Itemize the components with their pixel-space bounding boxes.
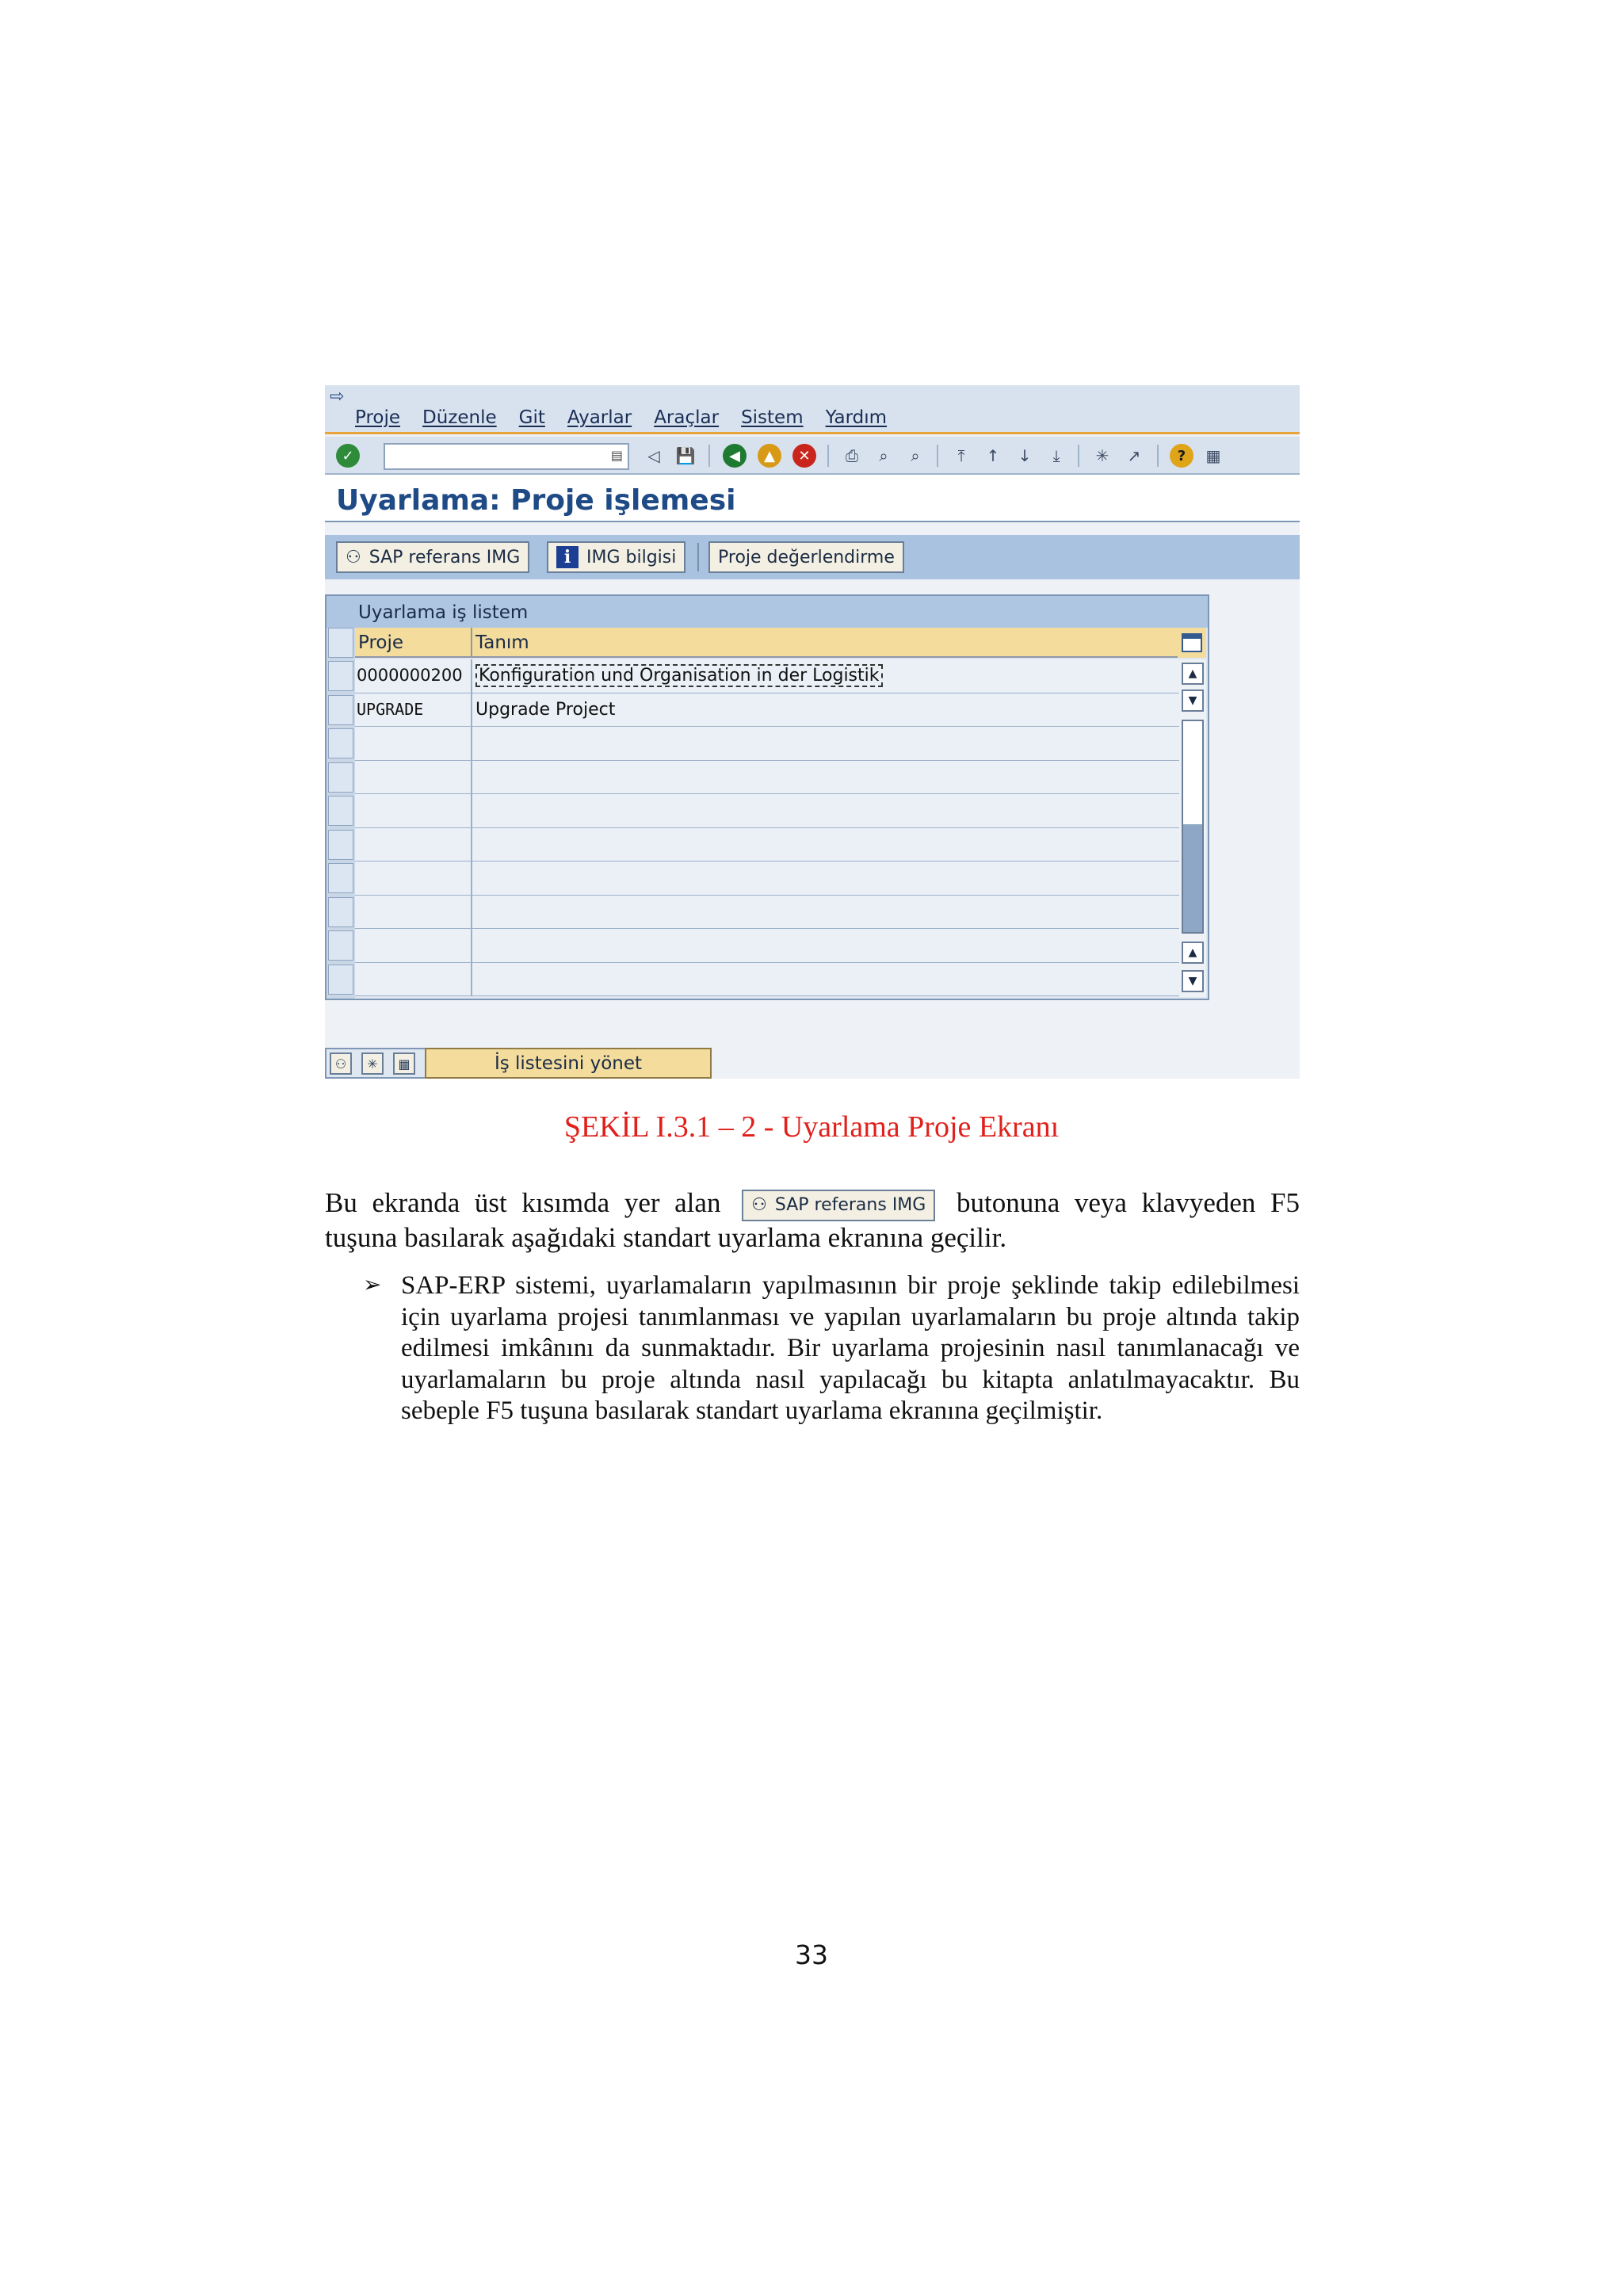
- description-cell[interactable]: [474, 727, 475, 760]
- worklist-footer: [325, 1048, 710, 1079]
- table-row[interactable]: [355, 896, 1179, 930]
- table-row[interactable]: [355, 761, 1179, 795]
- description-cell[interactable]: [474, 963, 475, 996]
- column-header-proje[interactable]: Proje: [358, 632, 404, 653]
- row-selector[interactable]: [328, 762, 353, 793]
- arrow-bullet-icon: ➢: [363, 1271, 382, 1297]
- project-cell[interactable]: [355, 794, 472, 827]
- next-page-icon[interactable]: ↓: [1018, 446, 1032, 465]
- standard-toolbar: [325, 437, 1300, 475]
- edit-grid-icon[interactable]: ▦: [393, 1052, 415, 1075]
- description-cell[interactable]: [474, 828, 475, 861]
- project-cell[interactable]: [355, 828, 472, 861]
- project-evaluation-button[interactable]: [708, 541, 904, 573]
- manage-worklist-button[interactable]: İş listesini yönet: [425, 1048, 712, 1079]
- table-row[interactable]: [355, 794, 1179, 828]
- menu-duzenle[interactable]: Düzenle: [422, 407, 497, 428]
- project-evaluation-label: Proje değerlendirme: [718, 547, 895, 567]
- title-bar: [325, 475, 1300, 522]
- save-icon[interactable]: 💾: [675, 446, 696, 465]
- menu-sistem[interactable]: Sistem: [741, 407, 804, 428]
- para-text-before: Bu ekranda üst kısımda yer alan: [325, 1187, 721, 1218]
- enter-check-icon[interactable]: ✓: [336, 444, 360, 468]
- paragraph-line-2: tuşuna basılarak aşağıdaki standart uyarlama ekranına geçilir.: [325, 1222, 1007, 1253]
- glasses-icon: ⚇: [751, 1194, 767, 1215]
- command-field[interactable]: [384, 443, 629, 470]
- command-history-icon[interactable]: ▤: [610, 448, 623, 463]
- worklist-table: [325, 594, 1209, 1000]
- description-cell[interactable]: Upgrade Project: [475, 699, 616, 720]
- previous-page-icon[interactable]: ↑: [986, 446, 1000, 465]
- bullet-paragraph: SAP-ERP sistemi, uyarlamaların yapılmasının bir proje şeklinde takip edilebilmesi için uyarlama projesi tanımlanması ve yapılan uyarlamaların bu proje altında takip edilmesi imkânını da sunmaktadır. Bir uyarlama projesinin nasıl tanımlanacağı ve uyarlamaların bu proje altında nasıl yapılacağı bu kitapta anlatılmayacaktır. Bu sebeple F5 tuşuna basılarak standart uyarlama ekranına geçilmiştir.: [401, 1271, 1300, 1425]
- find-icon[interactable]: ⌕: [879, 446, 888, 465]
- row-selector[interactable]: [328, 830, 353, 860]
- inline-button-label: SAP referans IMG: [774, 1194, 926, 1215]
- menu-yardim[interactable]: Yardım: [825, 407, 888, 428]
- cancel-icon[interactable]: ✕: [792, 444, 816, 468]
- row-selector-column: [327, 628, 355, 999]
- row-selector[interactable]: [328, 796, 353, 826]
- last-page-icon[interactable]: ⤓: [1052, 446, 1060, 465]
- sap-reference-img-label: SAP referans IMG: [369, 547, 521, 567]
- scroll-up-icon[interactable]: ▼: [1182, 690, 1204, 712]
- row-selector[interactable]: [328, 661, 353, 691]
- project-cell[interactable]: [355, 727, 472, 760]
- table-caption: Uyarlama iş listem: [327, 596, 1208, 628]
- command-input[interactable]: [385, 445, 607, 468]
- row-selector[interactable]: [328, 728, 353, 758]
- row-selector[interactable]: [328, 695, 353, 725]
- project-cell[interactable]: UPGRADE: [355, 693, 472, 727]
- description-cell[interactable]: [474, 896, 475, 929]
- img-info-button[interactable]: [547, 541, 685, 573]
- shortcut-icon[interactable]: ↗: [1127, 446, 1141, 465]
- description-cell[interactable]: [474, 861, 475, 895]
- description-cell[interactable]: [474, 929, 475, 962]
- glasses-icon[interactable]: ⚇: [330, 1052, 352, 1075]
- table-row[interactable]: [355, 659, 1179, 693]
- row-selector[interactable]: [328, 897, 353, 927]
- sap-screenshot: [325, 385, 1300, 1079]
- find-next-icon[interactable]: ⌕: [911, 446, 920, 465]
- menu-ayarlar[interactable]: Ayarlar: [567, 407, 632, 428]
- print-icon[interactable]: ⎙: [846, 446, 858, 465]
- description-cell[interactable]: [474, 794, 475, 827]
- figure-caption: ŞEKİL I.3.1 – 2 - Uyarlama Proje Ekranı: [563, 1110, 1060, 1144]
- description-cell[interactable]: [474, 659, 883, 693]
- row-selector[interactable]: [328, 965, 353, 995]
- help-icon[interactable]: ?: [1170, 444, 1193, 468]
- row-selector[interactable]: [328, 930, 353, 961]
- table-settings-icon[interactable]: [1178, 628, 1206, 658]
- img-info-label: IMG bilgisi: [586, 547, 677, 567]
- scroll-down-icon[interactable]: ▼: [1182, 970, 1204, 992]
- description-text: Konfiguration und Organisation in der Logistik: [475, 664, 883, 687]
- layout-menu-icon[interactable]: ▦: [1205, 446, 1221, 465]
- scroll-thumb[interactable]: [1183, 824, 1202, 932]
- table-row[interactable]: [355, 861, 1179, 896]
- select-all-button[interactable]: [328, 628, 353, 658]
- para-text-after: butonuna veya klavyeden F5: [956, 1187, 1300, 1218]
- application-toolbar: [325, 535, 1300, 579]
- table-row[interactable]: [355, 693, 1179, 728]
- menu-bar: [325, 385, 1300, 434]
- collapse-left-icon[interactable]: ◁: [647, 446, 660, 465]
- table-row[interactable]: [355, 727, 1179, 761]
- scroll-top-icon[interactable]: ▲: [1182, 663, 1204, 685]
- page-title: Uyarlama: Proje işlemesi: [336, 484, 736, 517]
- back-icon[interactable]: ◀: [723, 444, 747, 468]
- project-cell[interactable]: [355, 761, 472, 794]
- project-cell[interactable]: [355, 861, 472, 895]
- project-cell[interactable]: [355, 963, 472, 996]
- exit-icon[interactable]: ▲: [758, 444, 781, 468]
- scroll-track[interactable]: [1182, 720, 1204, 934]
- first-page-icon[interactable]: ⤒: [957, 446, 965, 465]
- table-header: [355, 628, 1179, 658]
- menu-araclar[interactable]: Araçlar: [654, 407, 720, 428]
- menu-items: [355, 407, 887, 428]
- create-icon[interactable]: ✳: [361, 1052, 384, 1075]
- glasses-icon: ⚇: [346, 547, 361, 567]
- project-cell[interactable]: 0000000200: [355, 659, 472, 693]
- inline-sap-reference-img-button: [742, 1190, 935, 1221]
- info-icon: i: [556, 546, 579, 568]
- column-header-tanim[interactable]: Tanım: [475, 632, 529, 653]
- row-selector[interactable]: [328, 863, 353, 893]
- project-cell[interactable]: [355, 896, 472, 929]
- page-number: 33: [795, 1939, 828, 1970]
- menu-window-icon[interactable]: ⇨: [330, 387, 345, 407]
- vertical-scrollbar[interactable]: [1179, 659, 1206, 997]
- menu-proje[interactable]: Proje: [355, 407, 401, 428]
- create-session-icon[interactable]: ✳: [1095, 446, 1109, 465]
- paragraph-line-1: [325, 1186, 1300, 1221]
- table-row[interactable]: [355, 828, 1179, 862]
- table-rows: [355, 659, 1179, 996]
- scroll-page-up-icon[interactable]: ▲: [1182, 942, 1204, 964]
- project-cell[interactable]: [355, 929, 472, 962]
- sap-reference-img-button[interactable]: [336, 541, 529, 573]
- table-row[interactable]: [355, 929, 1179, 963]
- description-cell[interactable]: [474, 761, 475, 794]
- menu-git[interactable]: Git: [518, 407, 545, 428]
- table-row[interactable]: [355, 963, 1179, 997]
